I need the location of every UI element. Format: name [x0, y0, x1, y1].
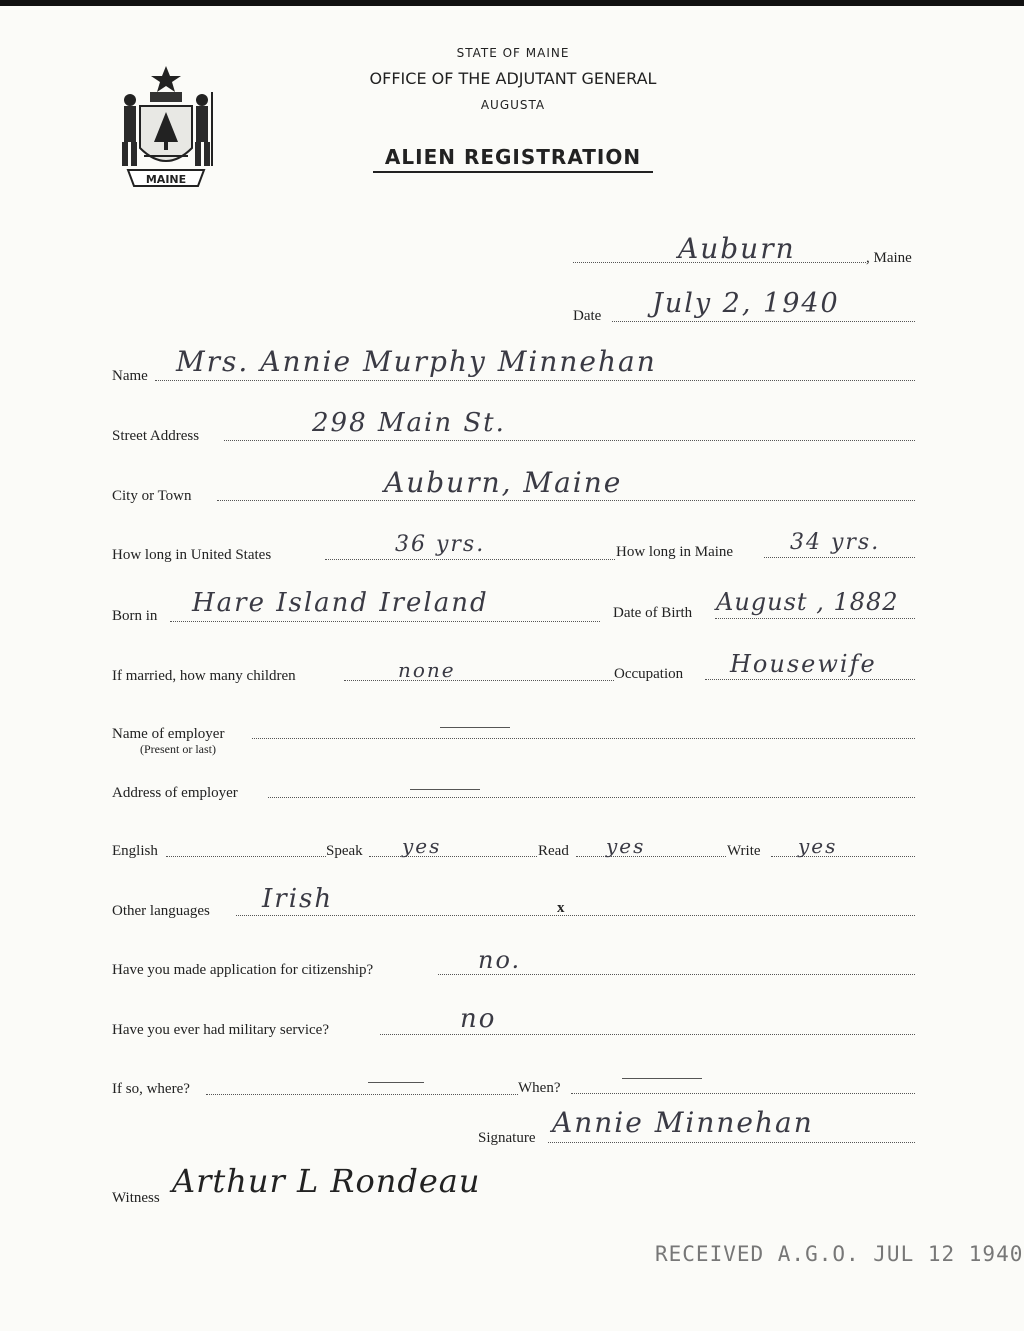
if-so-where-line: [206, 1094, 518, 1095]
when-label: When?: [518, 1080, 561, 1096]
date-label: Date: [573, 308, 602, 324]
read-label: Read: [538, 843, 569, 859]
speak-value: yes: [402, 834, 442, 858]
maine-seal-icon: [112, 62, 220, 192]
how-long-us-line: [325, 559, 615, 560]
occupation-line: [705, 679, 915, 680]
date-value: July 2, 1940: [652, 288, 840, 319]
english-label: English: [112, 843, 158, 859]
write-label: Write: [727, 843, 761, 859]
date-of-birth-line: [715, 618, 915, 619]
street-address-value: 298 Main St.: [312, 408, 506, 438]
occupation-value: Housewife: [730, 650, 877, 678]
employer-address-dash: [410, 789, 480, 790]
other-languages-label: Other languages: [112, 903, 210, 919]
employer-name-dash: [440, 727, 510, 728]
header-city: AUGUSTA: [480, 98, 546, 112]
received-stamp: RECEIVED A.G.O. JUL 12 1940: [655, 1242, 1024, 1266]
how-long-us-label: How long in United States: [112, 547, 272, 563]
other-languages-mark: x: [557, 900, 565, 916]
employer-name-label: Name of employer: [112, 726, 225, 742]
signature-line: [548, 1142, 915, 1143]
speak-line: [369, 856, 537, 857]
speak-label: Speak: [326, 843, 363, 859]
header-office: OFFICE OF THE ADJUTANT GENERAL: [369, 69, 657, 88]
place-value: Auburn: [678, 232, 796, 265]
title-underline: [373, 171, 653, 173]
other-languages-line: [236, 915, 915, 916]
name-label: Name: [112, 368, 148, 384]
page-top-border: [0, 0, 1024, 6]
how-long-maine-value: 34 yrs.: [790, 530, 881, 555]
children-value: none: [398, 658, 456, 682]
citizenship-line: [438, 974, 915, 975]
if-so-where-dash: [368, 1082, 424, 1083]
english-line: [166, 856, 326, 857]
military-line: [380, 1034, 915, 1035]
military-value: no: [460, 1004, 497, 1034]
employer-name-sublabel: (Present or last): [140, 742, 216, 756]
street-address-label: Street Address: [112, 428, 200, 444]
children-label: If married, how many children: [112, 668, 296, 684]
read-line: [576, 856, 726, 857]
how-long-maine-line: [764, 557, 915, 558]
born-in-value: Hare Island Ireland: [192, 588, 489, 618]
signature-value: Annie Minnehan: [552, 1106, 814, 1139]
occupation-label: Occupation: [614, 666, 684, 682]
born-in-line: [170, 621, 600, 622]
name-value: Mrs. Annie Murphy Minnehan: [176, 345, 657, 378]
children-line: [344, 680, 614, 681]
citizenship-label: Have you made application for citizenship?: [112, 962, 374, 978]
when-dash: [622, 1078, 702, 1079]
if-so-where-label: If so, where?: [112, 1081, 190, 1097]
street-address-line: [224, 440, 915, 441]
how-long-us-value: 36 yrs.: [395, 532, 486, 557]
born-in-label: Born in: [112, 608, 158, 624]
other-languages-value: Irish: [262, 884, 334, 914]
when-line: [571, 1093, 915, 1094]
employer-address-line: [268, 797, 915, 798]
date-line: [612, 321, 915, 322]
date-of-birth-value: August , 1882: [716, 588, 899, 616]
city-label: City or Town: [112, 488, 192, 504]
witness-label: Witness: [112, 1190, 160, 1206]
write-value: yes: [798, 834, 838, 858]
read-value: yes: [606, 834, 646, 858]
city-value: Auburn, Maine: [384, 466, 623, 499]
military-label: Have you ever had military service?: [112, 1022, 329, 1038]
employer-name-line: [252, 738, 915, 739]
name-line: [155, 380, 915, 381]
citizenship-value: no.: [478, 946, 522, 974]
svg-text:MAINE: MAINE: [145, 173, 187, 186]
employer-address-label: Address of employer: [112, 785, 238, 801]
city-line: [217, 500, 915, 501]
signature-label: Signature: [478, 1130, 536, 1146]
write-line: [771, 856, 915, 857]
witness-value: Arthur L Rondeau: [172, 1162, 481, 1200]
date-of-birth-label: Date of Birth: [613, 605, 693, 621]
page-title: ALIEN REGISTRATION: [384, 145, 642, 169]
header-state: STATE OF MAINE: [456, 46, 570, 60]
place-suffix: , Maine: [866, 250, 912, 266]
how-long-maine-label: How long in Maine: [616, 544, 734, 560]
